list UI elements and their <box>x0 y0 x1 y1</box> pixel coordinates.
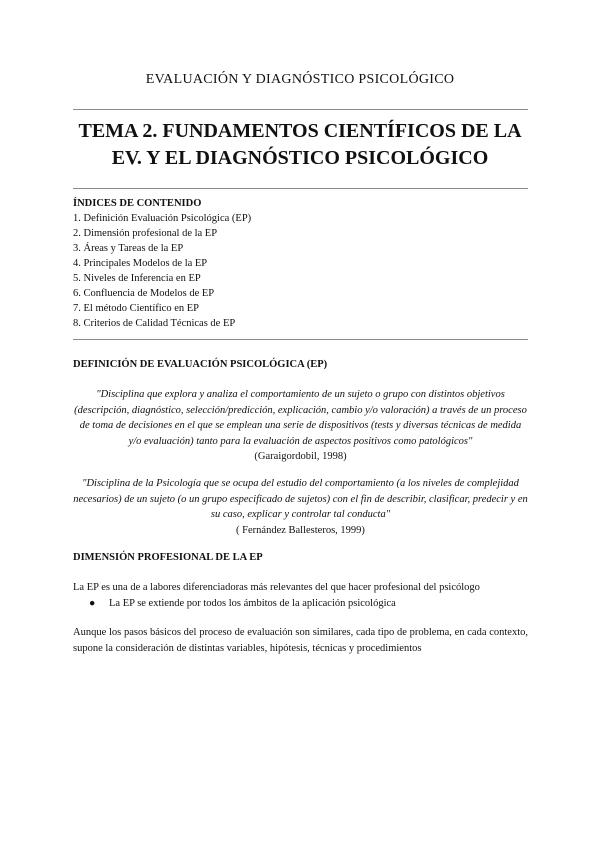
document-header: EVALUACIÓN Y DIAGNÓSTICO PSICOLÓGICO <box>145 72 455 87</box>
toc-item: 5. Niveles de Inferencia en EP <box>73 273 201 284</box>
divider <box>73 339 528 340</box>
bullet-text: La EP se extiende por todos los ámbitos de la aplicación psicológica <box>109 598 396 609</box>
paragraph: La EP es una de a labores diferenciadoras más relevantes del que hacer profesional del psicólogo <box>73 582 480 593</box>
title-line-2: EV. Y EL DIAGNÓSTICO PSICOLÓGICO <box>111 147 489 169</box>
bullet-item <box>89 596 529 611</box>
definition-quote-2 <box>73 476 528 538</box>
quote-text: "Disciplina de la Psicología que se ocupa del estudio del comportamiento (a los niveles de complejidad necesarios) de un sujeto (o un grupo especificado de sujetos) con el fin de describir, clasificar, predecir y en su caso, explicar y controlar tal conducta" <box>73 478 528 520</box>
toc-item: 3. Áreas y Tareas de la EP <box>73 243 184 254</box>
toc-item: 6. Confluencia de Modelos de EP <box>73 288 215 299</box>
table-of-contents <box>73 196 533 331</box>
document-title <box>60 118 540 172</box>
toc-heading: ÍNDICES DE CONTENIDO <box>73 198 202 209</box>
quote-citation: (Garaigordobil, 1998) <box>254 451 347 462</box>
toc-item: 4. Principales Modelos de la EP <box>73 258 208 269</box>
toc-item: 8. Criterios de Calidad Técnicas de EP <box>73 318 236 329</box>
bullet-icon: ● <box>89 598 96 609</box>
toc-item: 2. Dimensión profesional de la EP <box>73 228 218 239</box>
definition-quote-1 <box>73 387 528 465</box>
toc-item: 7. El método Científico en EP <box>73 303 199 314</box>
divider <box>73 188 528 189</box>
quote-text: "Disciplina que explora y analiza el comportamiento de un sujeto o grupo con distintos objetivos (descripción, diagnóstico, selección/predicción, explicación, cambio y/o valoración) a través de un proceso de toma de decisiones en el que se emplean una serie de dispositivos (tests y diversas técnicas de medida y/o evaluación) tanto para la evaluación de aspectos positivos como patológicos" <box>74 389 527 447</box>
section-heading-definition: DEFINICIÓN DE EVALUACIÓN PSICOLÓGICA (EP) <box>73 359 328 370</box>
divider <box>73 109 528 110</box>
title-line-1: TEMA 2. FUNDAMENTOS CIENTÍFICOS DE LA <box>78 120 522 142</box>
toc-item: 1. Definición Evaluación Psicológica (EP) <box>73 213 252 224</box>
quote-citation: ( Fernández Ballesteros, 1999) <box>236 524 365 536</box>
paragraph: Aunque los pasos básicos del proceso de evaluación son similares, cada tipo de problema, en cada contexto, supone la consideración de distintas variables, hipótesis, técnicas y procedimientos <box>73 627 528 654</box>
section-heading-professional: DIMENSIÓN PROFESIONAL DE LA EP <box>73 552 263 563</box>
